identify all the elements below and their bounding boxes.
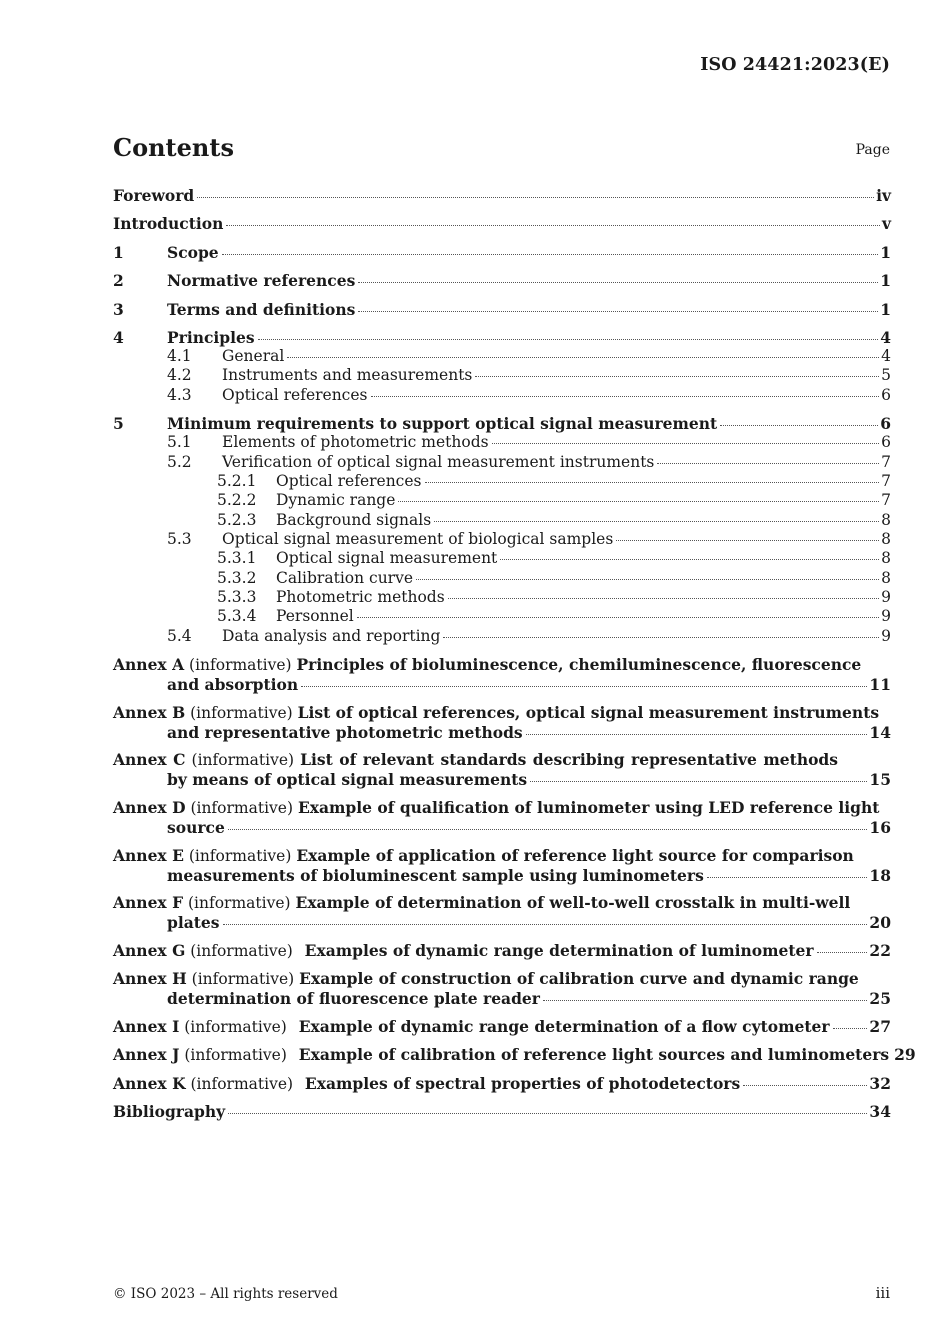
toc-title: Foreword [113, 186, 195, 205]
toc-title: Dynamic range [276, 491, 396, 509]
toc-section-number: 4.1 [167, 347, 192, 365]
toc-page-number: 14 [869, 722, 891, 742]
annex-informative: (informative) [184, 656, 297, 674]
toc-title: Photometric methods [276, 588, 445, 606]
dot-leader [287, 357, 879, 358]
toc-page-number: 5 [881, 366, 891, 384]
toc-title: Bibliography [113, 1102, 226, 1121]
annex-label: Annex J [113, 1045, 180, 1064]
annex-label: Annex D [113, 798, 186, 817]
annex-informative: (informative) [183, 894, 296, 912]
toc-section-number: 5.3.2 [217, 569, 257, 587]
toc-title: Optical signal measurement of biological samples [222, 530, 614, 548]
annex-title: Example of calibration of reference light sources and luminometers [298, 1045, 890, 1064]
dot-leader [416, 579, 879, 580]
annex-heading-line [113, 798, 880, 819]
annex-title-second: by means of optical signal measurements [167, 769, 528, 789]
toc-page-number: 9 [881, 588, 891, 606]
toc-section-number: 5.3 [167, 530, 192, 548]
toc-page-number: 7 [881, 453, 891, 471]
toc-title: Terms and definitions [167, 300, 356, 319]
annex-title-second: determination of fluorescence plate reader [167, 988, 540, 1008]
annex-title: Example of dynamic range determination of a flow cytometer [298, 1017, 830, 1036]
annex-title: Examples of spectral properties of photodetectors [304, 1074, 741, 1093]
toc-page-number: 11 [869, 674, 891, 694]
annex-informative: (informative) [186, 970, 300, 988]
toc-page-number: 1 [880, 243, 891, 262]
toc-page-number: 29 [894, 1045, 916, 1064]
annex-title-first: Principles of bioluminescence, chemiluminescence, fluorescence [296, 655, 862, 674]
toc-title: General [222, 347, 285, 365]
dot-leader [743, 1085, 867, 1086]
document-code: ISO 24421:2023(E) [700, 55, 890, 75]
annex-title-second: and representative photometric methods [167, 722, 523, 742]
toc-section-number: 5.3.3 [217, 588, 257, 606]
toc-page-number: 7 [881, 491, 891, 509]
dot-leader [448, 598, 879, 599]
toc-page-number: 4 [881, 347, 891, 365]
page-number: iii [875, 1284, 890, 1302]
dot-leader [500, 559, 879, 560]
toc-page-number: 20 [869, 912, 891, 932]
toc-page-number: 4 [880, 328, 891, 347]
toc-title: Calibration curve [276, 569, 414, 587]
toc-section-number: 5.3.1 [217, 549, 257, 567]
toc-page-number: 7 [881, 472, 891, 490]
annex-informative: (informative) [183, 847, 297, 865]
annex-title-first: Example of application of reference light source for comparison [296, 846, 854, 865]
toc-section-number: 4 [113, 328, 124, 347]
dot-leader [657, 463, 879, 464]
annex-heading-line [113, 655, 862, 676]
toc-section-number: 5.2 [167, 453, 192, 471]
toc-title: Optical references [222, 386, 368, 404]
toc-page-number: 9 [881, 627, 891, 645]
toc-page-number: 1 [880, 271, 891, 290]
dot-leader [707, 877, 868, 878]
annex-informative: (informative) [179, 1046, 297, 1064]
annex-label: Annex E [113, 846, 184, 865]
dot-leader [223, 924, 868, 925]
dot-leader [833, 1028, 868, 1029]
dot-leader [357, 617, 879, 618]
toc-page-number: 15 [869, 769, 891, 789]
dot-leader [543, 1000, 867, 1001]
toc-title: Normative references [167, 271, 356, 290]
annex-heading-line [113, 750, 838, 771]
toc-page-number: 6 [881, 433, 891, 451]
annex-title-first: Example of qualification of luminometer using LED reference light [297, 798, 880, 817]
toc-page-number: 6 [881, 386, 891, 404]
dot-leader [358, 311, 878, 312]
toc-page-number: 8 [881, 549, 891, 567]
toc-title: Minimum requirements to support optical signal measurement [167, 414, 718, 433]
annex-label: Annex K [113, 1074, 186, 1093]
annex-heading-line [113, 893, 851, 914]
toc-page-number: 25 [869, 988, 891, 1008]
toc-title: Introduction [113, 214, 224, 233]
toc-section-number: 5.2.3 [217, 511, 257, 529]
toc-page-number: 1 [880, 300, 891, 319]
annex-label: Annex I [113, 1017, 180, 1036]
annex-informative: (informative) [179, 1018, 297, 1036]
annex-title-second: source [167, 817, 225, 837]
toc-section-number: 5 [113, 414, 124, 433]
toc-page-number: 8 [881, 569, 891, 587]
toc-section-number: 3 [113, 300, 124, 319]
toc-title: Background signals [276, 511, 432, 529]
toc-section-number: 5.1 [167, 433, 192, 451]
annex-title-second: plates [167, 912, 220, 932]
copyright-notice: © ISO 2023 – All rights reserved [113, 1286, 338, 1302]
dot-leader [492, 443, 880, 444]
dot-leader [817, 952, 868, 953]
dot-leader [371, 396, 880, 397]
annex-informative: (informative) [185, 1075, 303, 1093]
annex-label: Annex B [113, 703, 186, 722]
dot-leader [258, 339, 879, 340]
annex-label: Annex G [113, 941, 186, 960]
annex-title-second: and absorption [167, 674, 299, 694]
annex-informative: (informative) [185, 751, 301, 769]
annex-title-first: Example of determination of well-to-well crosstalk in multi-well [295, 893, 851, 912]
toc-title: Personnel [276, 607, 354, 625]
dot-leader [398, 501, 879, 502]
dot-leader [720, 425, 878, 426]
annex-label: Annex H [113, 969, 187, 988]
dot-leader [475, 376, 879, 377]
toc-title: Scope [167, 243, 219, 262]
toc-page-number: 8 [881, 511, 891, 529]
toc-page-number: 8 [881, 530, 891, 548]
annex-informative: (informative) [185, 799, 298, 817]
dot-leader [197, 197, 874, 198]
annex-heading-line [113, 846, 854, 867]
page-column-label: Page [855, 142, 890, 158]
toc-page-number: 27 [869, 1017, 891, 1036]
toc-title: Verification of optical signal measurement instruments [222, 453, 655, 471]
dot-leader [301, 686, 867, 687]
toc-title: Optical signal measurement [276, 549, 498, 567]
annex-informative: (informative) [185, 942, 303, 960]
annex-label: Annex F [113, 893, 184, 912]
toc-section-number: 2 [113, 271, 124, 290]
toc-page-number: 6 [880, 414, 891, 433]
annex-heading-line [113, 703, 880, 724]
toc-page-number: 9 [881, 607, 891, 625]
dot-leader [526, 734, 868, 735]
annex-title-second: measurements of bioluminescent sample using luminometers [167, 865, 704, 885]
annex-title-first: List of optical references, optical signal measurement instruments [297, 703, 880, 722]
toc-title: Optical references [276, 472, 422, 490]
dot-leader [228, 829, 868, 830]
toc-page-number: 22 [869, 941, 891, 960]
annex-title-first: Example of construction of calibration curve and dynamic range [299, 969, 859, 988]
dot-leader [358, 282, 878, 283]
contents-title: Contents [113, 133, 234, 162]
dot-leader [443, 637, 879, 638]
annex-heading-line [113, 969, 859, 990]
toc-title: Instruments and measurements [222, 366, 473, 384]
toc-section-number: 5.4 [167, 627, 192, 645]
toc-section-number: 5.3.4 [217, 607, 257, 625]
toc-title: Principles [167, 328, 255, 347]
toc-section-number: 5.2.2 [217, 491, 257, 509]
annex-title: Examples of dynamic range determination of luminometer [304, 941, 814, 960]
toc-page-number: 32 [869, 1074, 891, 1093]
toc-page-number: 16 [869, 817, 891, 837]
dot-leader [222, 254, 879, 255]
dot-leader [616, 540, 879, 541]
toc-page-number: iv [876, 186, 891, 205]
dot-leader [530, 781, 867, 782]
annex-label: Annex A [113, 655, 185, 674]
toc-title: Data analysis and reporting [222, 627, 441, 645]
toc-section-number: 4.2 [167, 366, 192, 384]
toc-section-number: 1 [113, 243, 124, 262]
toc-page-number: 18 [869, 865, 891, 885]
annex-title-first: List of relevant standards describing representative methods [300, 750, 838, 769]
toc-section-number: 4.3 [167, 386, 192, 404]
toc-page-number: 34 [869, 1102, 891, 1121]
toc-page-number: v [881, 214, 891, 233]
dot-leader [434, 521, 879, 522]
annex-label: Annex C [113, 750, 186, 769]
dot-leader [425, 482, 880, 483]
annex-informative: (informative) [185, 704, 298, 722]
toc-title: Elements of photometric methods [222, 433, 489, 451]
toc-section-number: 5.2.1 [217, 472, 257, 490]
dot-leader [228, 1113, 867, 1114]
dot-leader [226, 225, 880, 226]
